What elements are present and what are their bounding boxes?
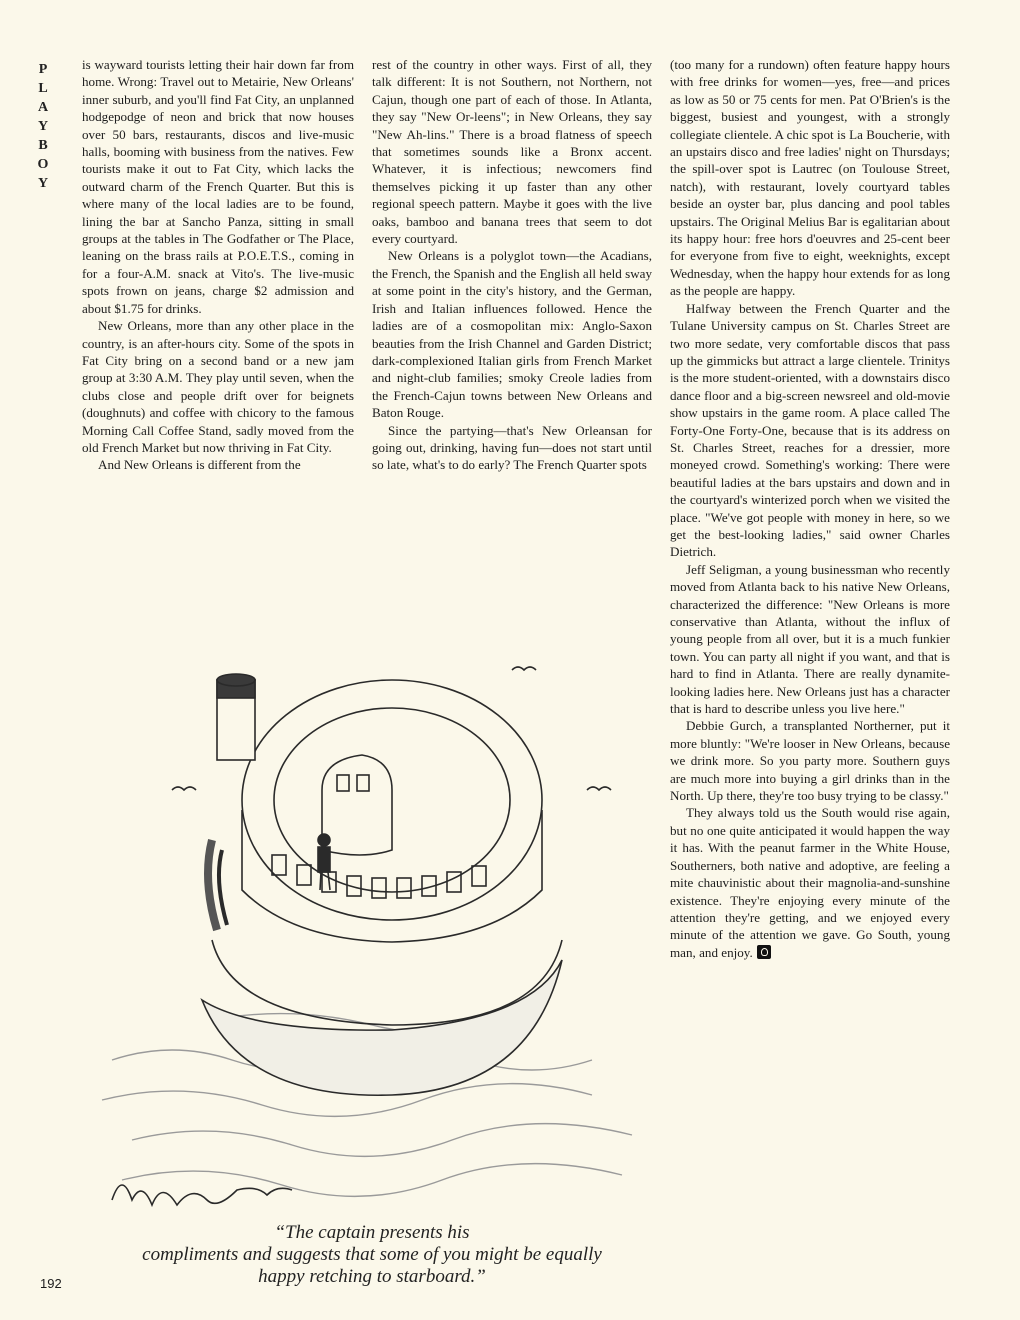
masthead-letter: Y xyxy=(37,119,49,134)
paragraph: Since the partying—that's New Orleansan for going out, drinking, having fun—does not start until so late, what's to do early? The French Quarter spots xyxy=(372,422,652,473)
caption-line: compliments and suggests that some of you might be equally xyxy=(142,1244,602,1265)
seasick-passengers-drawing xyxy=(208,840,227,930)
masthead-letter: A xyxy=(37,100,49,115)
artist-signature-drawing xyxy=(112,1185,292,1205)
masthead-letter: B xyxy=(38,138,48,153)
rabbit-endmark-icon xyxy=(757,945,771,959)
paragraph: (too many for a rundown) often feature happy hours with free drinks for women—yes, free—and prices as low as 50 or 75 cents for men. Pat O'Brien's is the biggest, busiest and youngest, with a strongly collegiate clientele. A chic spot is La Boucherie, with an upstairs disco and free ladies' night on Thursdays; the spill-over spot is Lautrec (on Toulouse Street, natch), with restaurant, lovely courtyard tables beside an oyster bar, plus dancing and pool tables upstairs. The Original Melius Bar is egalitarian about its happy hour: free hors d'oeuvres and 25-cent beer for everyone from five to eight, weeknights, except Wednesday, when the happy hour extends for as long as the people are happy. xyxy=(670,57,950,299)
seagull-icon xyxy=(587,787,611,790)
caption-line: happy retching to starboard.” xyxy=(258,1266,486,1287)
seagull-icon xyxy=(172,787,196,790)
masthead-letter: O xyxy=(37,157,49,172)
cartoon-caption xyxy=(82,1222,662,1288)
page-number: 192 xyxy=(40,1276,62,1291)
paragraph: Debbie Gurch, a transplanted Northerner, put it more bluntly: "We're looser in New Orleans, because we drink more. So you party more. Southern guys are much more into buying a girl drinks than in the North. Up there, they're too busy trying to be classy." xyxy=(670,718,950,804)
masthead-letter: Y xyxy=(37,176,49,191)
masthead-letter: P xyxy=(38,62,48,77)
paragraph: New Orleans is a polyglot town—the Acadians, the French, the Spanish and the English all held sway at some point in the city's history, and the German, Irish and Italian influences followed. Hence the ladies are of a cosmopolitan mix: Anglo-Saxon beauties from the Irish Channel and Garden District; dark-complexioned Italian girls from French Market and night-club families; smoky Creole ladies from the French-Cajun towns between New Orleans and Baton Rouge. xyxy=(372,248,653,421)
article-column-1 xyxy=(82,56,354,474)
paragraph: Jeff Seligman, a young businessman who recently moved from Atlanta back to his native New Orleans, characterized the difference: "New Orleans is more conservative than Atlanta, without the influx of young people from all over, but it is a much funkier town. You can party all night if you want, and that is hard to find in Atlanta. There are really dynamite-looking ladies here. New Orleans just has a character that is hard to describe unless you live here." xyxy=(670,561,950,717)
caption-line: “The captain presents his xyxy=(274,1222,470,1243)
magazine-masthead xyxy=(30,60,56,193)
paragraph: And New Orleans is different from the xyxy=(98,457,301,473)
smokestack-drawing xyxy=(217,674,255,760)
paragraph: Halfway between the French Quarter and the Tulane University campus on St. Charles Street are two more sedate, very comfortable discos that pass up the gimmicks but attract a large clientele. Trinitys is the more student-oriented, with a downstairs disco dance floor and a big-screen newsreel and old-movie show upstairs in the game room. A place called The Forty-One Forty-One, because that is its address on St. Charles Street, reaches for a dressier, more moneyed crowd. Something's working: There were beautiful ladies at the bars upstairs and down and in the courtyard's winterized porch when we visited the place. "We've got people with money in here, so we get the best-looking ladies," said owner Charles Dietrich. xyxy=(670,300,950,560)
masthead-letter: L xyxy=(38,81,48,96)
paragraph: rest of the country in other ways. First of all, they talk different: It is not Southern, not Northern, not Cajun, though one part of each of those. In Atlanta, they say "New Or-leens"; in New Orleans, they say "New Ah-lins." There is a broad flatness of speech that sometimes sounds like a Bronx accent. Whatever, it is infectious; newcomers find themselves picking it up faster than any other regional speech pattern. Maybe it goes with the live oaks, bamboo and banana trees that seem to dot every courtyard. xyxy=(372,57,652,247)
paragraph xyxy=(670,804,950,961)
article-column-3 xyxy=(670,56,950,961)
paragraph: New Orleans, more than any other place in the country, is an after-hours city. Some of the spots in Fat City bring on a second band or a new jam group at 3:30 A.M. They play until seven, when the clubs close and people drift over for beignets (doughnuts) and coffee with chicory to the famous Morning Call Coffee Stand, sadly moved from the old French Market but now thriving in Fat City. xyxy=(82,318,354,455)
cartoon-illustration xyxy=(92,640,652,1230)
paragraph: is wayward tourists letting their hair down far from home. Wrong: Travel out to Metairie, New Orleans' inner suburb, and you'll find Fat City, an unplanned hodgepodge of neon and brick that now houses over 50 bars, restaurants, discos and live-music halls, booming with business from the natives. Few tourists make it out to Fat City, which lacks the outward charm of the French Quarter. But this is where many of the local ladies are to be found, lining the bar at Sancho Panza, sitting in small groups at the tables in The Godfather or The Place, leaning on the brass rails at P.O.E.T.S., coming in for a four-A.M. snack at Vito's. The live-music spots frown on jeans, charge $2 admission and about $1.75 for drinks. xyxy=(82,57,354,316)
paragraph-text: They always told us the South would rise again, but no one quite anticipated it would happen the way it has. With the peanut farmer in the White House, Southerners, both native and adoptive, are feeling a mite chauvinistic about their magnolia-and-sunshine existence. They're enjoying every minute of the attention they're getting, and we enjoyed every minute of the attention we gave. Go South, young man, and enjoy. xyxy=(670,805,950,960)
seagull-icon xyxy=(512,667,536,670)
article-column-2 xyxy=(372,56,652,474)
